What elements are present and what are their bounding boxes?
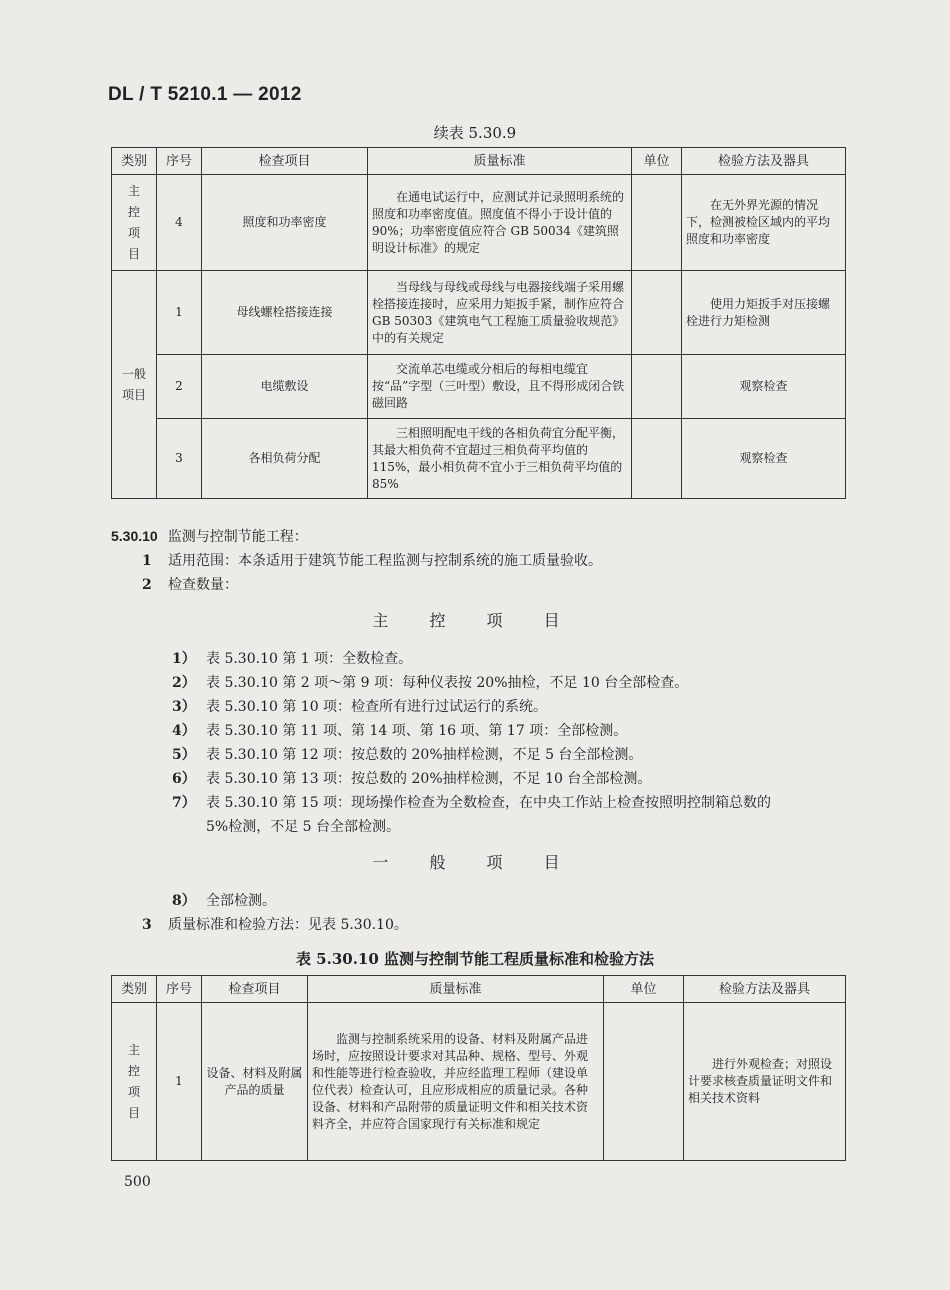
col-header-unit: 单位	[604, 976, 684, 1003]
col-header-standard: 质量标准	[368, 148, 632, 175]
table2-caption: 表 5.30.10 监测与控制节能工程质量标准和检验方法	[295, 950, 655, 968]
row-item: 照度和功率密度	[202, 175, 368, 271]
list-item: 8） 全部检测。	[172, 893, 276, 909]
section-number: 5.30.10	[111, 528, 158, 544]
col-header-standard: 质量标准	[308, 976, 604, 1003]
table-row	[112, 175, 846, 271]
clause-item: 1 适用范围：本条适用于建筑节能工程监测与控制系统的施工质量验收。	[142, 553, 602, 569]
row-no: 3	[157, 419, 202, 499]
general-items-heading: 一 般 项 目	[372, 853, 578, 872]
col-header-no: 序号	[157, 976, 202, 1003]
table1	[111, 147, 846, 499]
row-unit	[632, 175, 682, 271]
list-item: 2） 表 5.30.10 第 2 项～第 9 项：每种仪表按 20%抽检，不足 10 台全部检查。	[172, 675, 689, 691]
clause-item: 2 检查数量：	[142, 577, 238, 593]
col-header-item: 检查项目	[202, 148, 368, 175]
row-method: 使用力矩扳手对压接螺栓进行力矩检测	[682, 271, 846, 355]
row-item: 电缆敷设	[202, 355, 368, 419]
table-row	[112, 271, 846, 355]
col-header-method: 检验方法及器具	[682, 148, 846, 175]
category-main: 主 控 项 目	[112, 1003, 157, 1161]
list-item-continuation: 5%检测，不足 5 台全部检测。	[206, 819, 401, 835]
list-item: 5） 表 5.30.10 第 12 项：按总数的 20%抽样检测，不足 5 台全部检测。	[172, 747, 643, 763]
row-method: 观察检查	[682, 419, 846, 499]
row-standard: 在通电试运行中，应测试并记录照明系统的照度和功率密度值。照度值不得小于设计值的 90%；功率密度值应符合 GB 50034《建筑照明设计标准》的规定	[368, 175, 632, 271]
category-main: 主 控 项 目	[112, 175, 157, 271]
col-header-unit: 单位	[632, 148, 682, 175]
table1-caption: 续表 5.30.9	[433, 124, 517, 142]
section-title: 监测与控制节能工程：	[167, 529, 308, 545]
table2-header-row	[112, 976, 846, 1003]
clause-item: 3 质量标准和检验方法：见表 5.30.10。	[142, 917, 408, 933]
document-code: DL / T 5210.1 — 2012	[108, 84, 302, 105]
row-standard: 三相照明配电干线的各相负荷宜分配平衡，其最大相负荷不宜超过三相负荷平均值的 115%，最小相负荷不宜小于三相负荷平均值的 85%	[368, 419, 632, 499]
row-item: 设备、材料及附属产品的质量	[202, 1003, 308, 1161]
col-header-item: 检查项目	[202, 976, 308, 1003]
list-item: 3） 表 5.30.10 第 10 项：检查所有进行过试运行的系统。	[172, 699, 548, 715]
row-no: 4	[157, 175, 202, 271]
table-row	[112, 355, 846, 419]
row-no: 1	[157, 271, 202, 355]
col-header-method: 检验方法及器具	[684, 976, 846, 1003]
row-item: 母线螺栓搭接连接	[202, 271, 368, 355]
row-method: 在无外界光源的情况下，检测被检区域内的平均照度和功率密度	[682, 175, 846, 271]
col-header-category: 类别	[112, 148, 157, 175]
table1-header-row	[112, 148, 846, 175]
row-item: 各相负荷分配	[202, 419, 368, 499]
row-standard: 监测与控制系统采用的设备、材料及附属产品进场时，应按照设计要求对其品种、规格、型号、外观和性能等进行检查验收，并应经监理工程师（建设单位代表）检查认可，且应形成相应的质量记录。各种设备、材料和产品附带的质量证明文件和相关技术资料齐全，并应符合国家现行有关标准和规定	[308, 1003, 604, 1161]
section-heading	[111, 526, 308, 546]
table2	[111, 975, 846, 1161]
row-no: 2	[157, 355, 202, 419]
table-row	[112, 1003, 846, 1161]
main-items-heading: 主 控 项 目	[372, 611, 578, 630]
table-row	[112, 419, 846, 499]
col-header-category: 类别	[112, 976, 157, 1003]
page-number: 500	[124, 1174, 151, 1190]
list-item: 1） 表 5.30.10 第 1 项：全数检查。	[172, 651, 413, 667]
row-unit	[632, 271, 682, 355]
list-item: 7） 表 5.30.10 第 15 项：现场操作检查为全数检查，在中央工作站上检查按照明控制箱总数的	[172, 795, 772, 811]
col-header-no: 序号	[157, 148, 202, 175]
row-standard: 当母线与母线或母线与电器接线端子采用螺栓搭接连接时，应采用力矩扳手紧，制作应符合 GB 50303《建筑电气工程施工质量验收规范》中的有关规定	[368, 271, 632, 355]
row-method: 观察检查	[682, 355, 846, 419]
category-general: 一般 项目	[112, 271, 157, 499]
list-item: 6） 表 5.30.10 第 13 项：按总数的 20%抽样检测，不足 10 台全部检测。	[172, 771, 652, 787]
row-no: 1	[157, 1003, 202, 1161]
row-unit	[632, 419, 682, 499]
row-unit	[632, 355, 682, 419]
row-standard: 交流单芯电缆或分相后的每相电缆宜按“品”字型（三叶型）敷设，且不得形成闭合铁磁回路	[368, 355, 632, 419]
list-item: 4） 表 5.30.10 第 11 项、第 14 项、第 16 项、第 17 项：全部检测。	[172, 723, 628, 739]
row-method: 进行外观检查；对照设计要求核查质量证明文件和相关技术资料	[684, 1003, 846, 1161]
row-unit	[604, 1003, 684, 1161]
